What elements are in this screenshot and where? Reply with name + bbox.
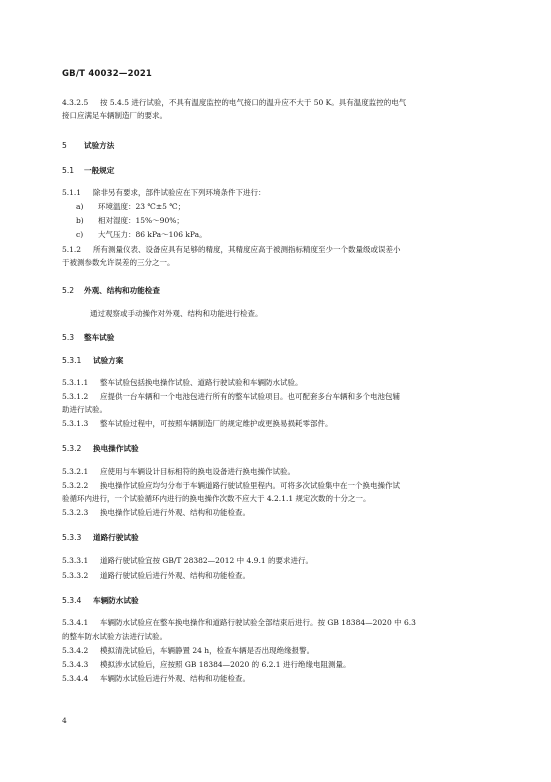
clause-number: 5.1.1 [62,188,82,197]
clause-number: 5.1.2 [62,245,82,254]
list-item-b [62,215,184,226]
section-5-3-4-heading [62,595,139,606]
clause-text: 整车试验过程中，可按照车辆制造厂的规定维护或更换易损耗零部件。 [100,419,333,428]
clause-number: 5.3.4.2 [62,646,89,655]
clause-text: 模拟涉水试验后，应按照 GB 18384—2020 的 6.2.1 进行绝缘电阻测量。 [100,660,351,669]
clause-5-3-4-3 [62,659,350,670]
section-5-3-3-heading [62,532,139,543]
clause-4-3-2-5-cont: 接口应满足车辆制造厂的要求。 [62,111,167,120]
list-marker: c) [76,230,84,239]
clause-number: 5.3.1.1 [62,378,89,387]
list-text: 大气压力：86 kPa～106 kPa。 [98,230,207,239]
clause-5-3-2-3 [62,507,250,518]
clause-text: 所有测量仪表、设备应具有足够的精度，其精度应高于被测指标精度至少一个数量级或误差小 [93,245,401,254]
clause-text: 道路行驶试验后进行外观、结构和功能检查。 [100,571,250,580]
section-5-2-text: 通过观察或手动操作对外观、结构和功能进行检查。 [90,309,263,318]
list-marker: a) [76,202,84,211]
clause-5-3-2-2-cont: 验循环内进行，一个试验循环内进行的换电操作次数不应大于 4.2.1.1 规定次数的十分之一。 [62,494,371,503]
clause-number: 5.3.4.1 [62,618,89,627]
clause-text: 车辆防水试验后进行外观、结构和功能检查。 [100,674,250,683]
section-number: 5.3 [62,333,75,342]
section-5-3-1-heading [62,355,123,366]
clause-text: 应使用与车辆设计目标相符的换电设备进行换电操作试验。 [100,467,295,476]
clause-5-1-2 [62,244,401,255]
section-number: 5.3.2 [62,444,82,453]
section-title: 试验方案 [93,356,124,365]
section-number: 5.3.3 [62,533,82,542]
clause-text: 模拟清洗试验后，车辆静置 24 h，检查车辆是否出现绝缘报警。 [100,646,315,655]
section-5-heading [62,140,114,151]
section-title: 试验方法 [84,141,115,150]
standard-code-header: GB/T 40032—2021 [62,69,153,79]
clause-number: 5.3.2.2 [62,481,89,490]
clause-5-3-3-2 [62,570,250,581]
clause-text: 除非另有要求，部件试验应在下列环境条件下进行： [93,188,266,197]
clause-number: 5.3.2.3 [62,508,89,517]
section-number: 5.3.1 [62,356,82,365]
clause-5-3-4-4 [62,673,250,684]
list-item-c [62,229,207,240]
clause-5-3-4-1-cont: 的整车防水试验方法进行试验。 [62,632,167,641]
clause-number: 5.3.3.2 [62,571,89,580]
clause-5-3-3-1 [62,555,313,566]
list-marker: b) [76,216,84,225]
list-text: 环境温度：23 ℃±5 ℃； [98,202,186,211]
clause-text: 道路行驶试验宜按 GB/T 28382—2012 中 4.9.1 的要求进行。 [100,556,313,565]
section-5-1-heading [62,165,114,176]
clause-number: 5.3.2.1 [62,467,89,476]
section-number: 5.1 [62,166,75,175]
clause-5-3-1-1 [62,377,303,388]
section-title: 外观、结构和功能检查 [84,286,160,295]
section-title: 一般规定 [84,166,115,175]
section-number: 5 [62,141,67,150]
clause-number: 5.3.4.3 [62,660,89,669]
clause-number: 5.3.1.3 [62,419,89,428]
clause-5-3-4-2 [62,645,314,656]
clause-5-3-2-1 [62,466,295,477]
clause-5-1-2-cont: 于被测参数允许误差的三分之一。 [62,258,175,267]
list-text: 相对湿度：15%～90%； [98,216,184,225]
section-5-2-heading [62,285,160,296]
section-title: 换电操作试验 [93,444,139,453]
list-item-a [62,201,185,212]
clause-5-1-1 [62,187,266,198]
page-number: 4 [62,716,67,725]
clause-5-3-1-3 [62,418,333,429]
section-title: 整车试验 [84,333,115,342]
clause-number: 5.3.3.1 [62,556,89,565]
clause-number: 4.3.2.5 [62,98,89,107]
clause-text: 应提供一台车辆和一个电池包进行所有的整车试验项目。也可配套多台车辆和多个电池包辅 [100,392,400,401]
section-number: 5.3.4 [62,596,82,605]
clause-5-3-1-2 [62,391,400,402]
clause-text: 按 5.4.5 进行试验，不具有温度监控的电气接口的温升应不大于 50 K。具有温度监控的电气 [100,98,407,107]
section-title: 车辆防水试验 [93,596,139,605]
clause-4-3-2-5 [62,97,406,108]
clause-number: 5.3.1.2 [62,392,89,401]
clause-text: 整车试验包括换电操作试验、道路行驶试验和车辆防水试验。 [100,378,303,387]
section-5-3-heading [62,332,114,343]
clause-text: 车辆防水试验应在整车换电操作和道路行驶试验全部结束后进行。按 GB 18384—2020 中 6.3 [100,618,416,627]
clause-text: 换电操作试验后进行外观、结构和功能检查。 [100,508,250,517]
clause-5-3-4-1 [62,617,416,628]
clause-number: 5.3.4.4 [62,674,89,683]
section-5-3-2-heading [62,443,139,454]
section-number: 5.2 [62,286,75,295]
clause-5-3-2-2 [62,480,400,491]
section-title: 道路行驶试验 [93,533,139,542]
clause-text: 换电操作试验应均匀分布于车辆道路行驶试验里程内。可将多次试验集中在一个换电操作试 [100,481,400,490]
clause-5-3-1-2-cont: 助进行试验。 [62,405,107,414]
